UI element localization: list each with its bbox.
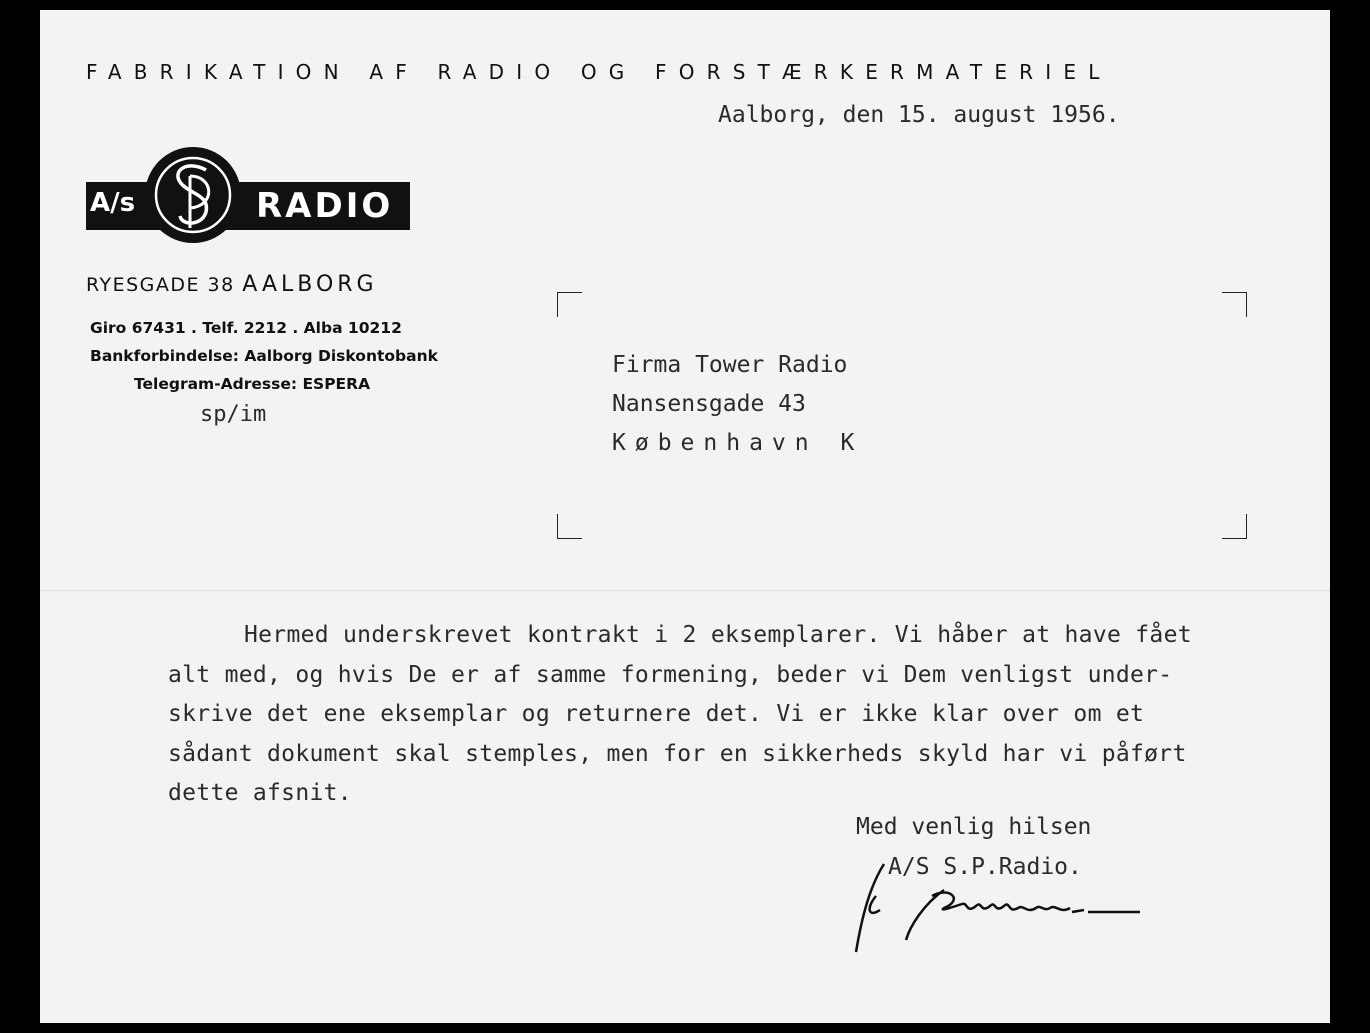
window-corner-bottom-left [557, 514, 582, 539]
letterhead-tagline: FABRIKATION AF RADIO OG FORSTÆRKERMATERIEL [86, 60, 1112, 84]
telegram-line: Telegram-Adresse: ESPERA [134, 375, 371, 393]
body-line: sådant dokument skal stemples, men for en sikkerheds skyld har vi påført [168, 740, 1187, 767]
closing-salutation: Med venlig hilsen [856, 814, 1092, 840]
letterhead-address [86, 272, 438, 393]
street: RYESGADE 38 [86, 274, 235, 296]
recipient-address [612, 346, 863, 463]
window-corner-top-right [1222, 292, 1247, 317]
bank-line: Bankforbindelse: Aalborg Diskontobank [90, 347, 438, 365]
window-corner-bottom-right [1222, 514, 1247, 539]
sp-monogram-icon [144, 146, 242, 244]
letter-body [168, 616, 1278, 814]
company-logo [86, 146, 410, 262]
letter-date: Aalborg, den 15. august 1956. [718, 102, 1120, 128]
street-address [86, 272, 378, 297]
body-line: Hermed underskrevet kontrakt i 2 eksemplarer. Vi håber at have fået [244, 622, 1192, 648]
logo-name: RADIO [256, 186, 394, 226]
body-line: skrive det ene eksemplar og returnere det. Vi er ikke klar over om et [168, 701, 1145, 727]
recipient-name: Firma Tower Radio [612, 352, 848, 378]
recipient-city: København K [612, 430, 864, 456]
handwritten-signature [840, 856, 1140, 966]
fold-line [40, 590, 1330, 591]
city: AALBORG [242, 272, 378, 297]
body-line: alt med, og hvis De er af samme formening, beder vi Dem venligst under- [168, 661, 1173, 688]
body-line: dette afsnit. [168, 780, 352, 806]
contact-line: Giro 67431 . Telf. 2212 . Alba 10212 [90, 319, 402, 337]
logo-prefix: A/s [90, 188, 136, 218]
letter-page [40, 10, 1330, 1023]
recipient-street: Nansensgade 43 [612, 391, 806, 417]
window-corner-top-left [557, 292, 582, 317]
company-signature-line: A/S S.P.Radio. [888, 854, 1082, 880]
reference-initials: sp/im [200, 402, 267, 427]
